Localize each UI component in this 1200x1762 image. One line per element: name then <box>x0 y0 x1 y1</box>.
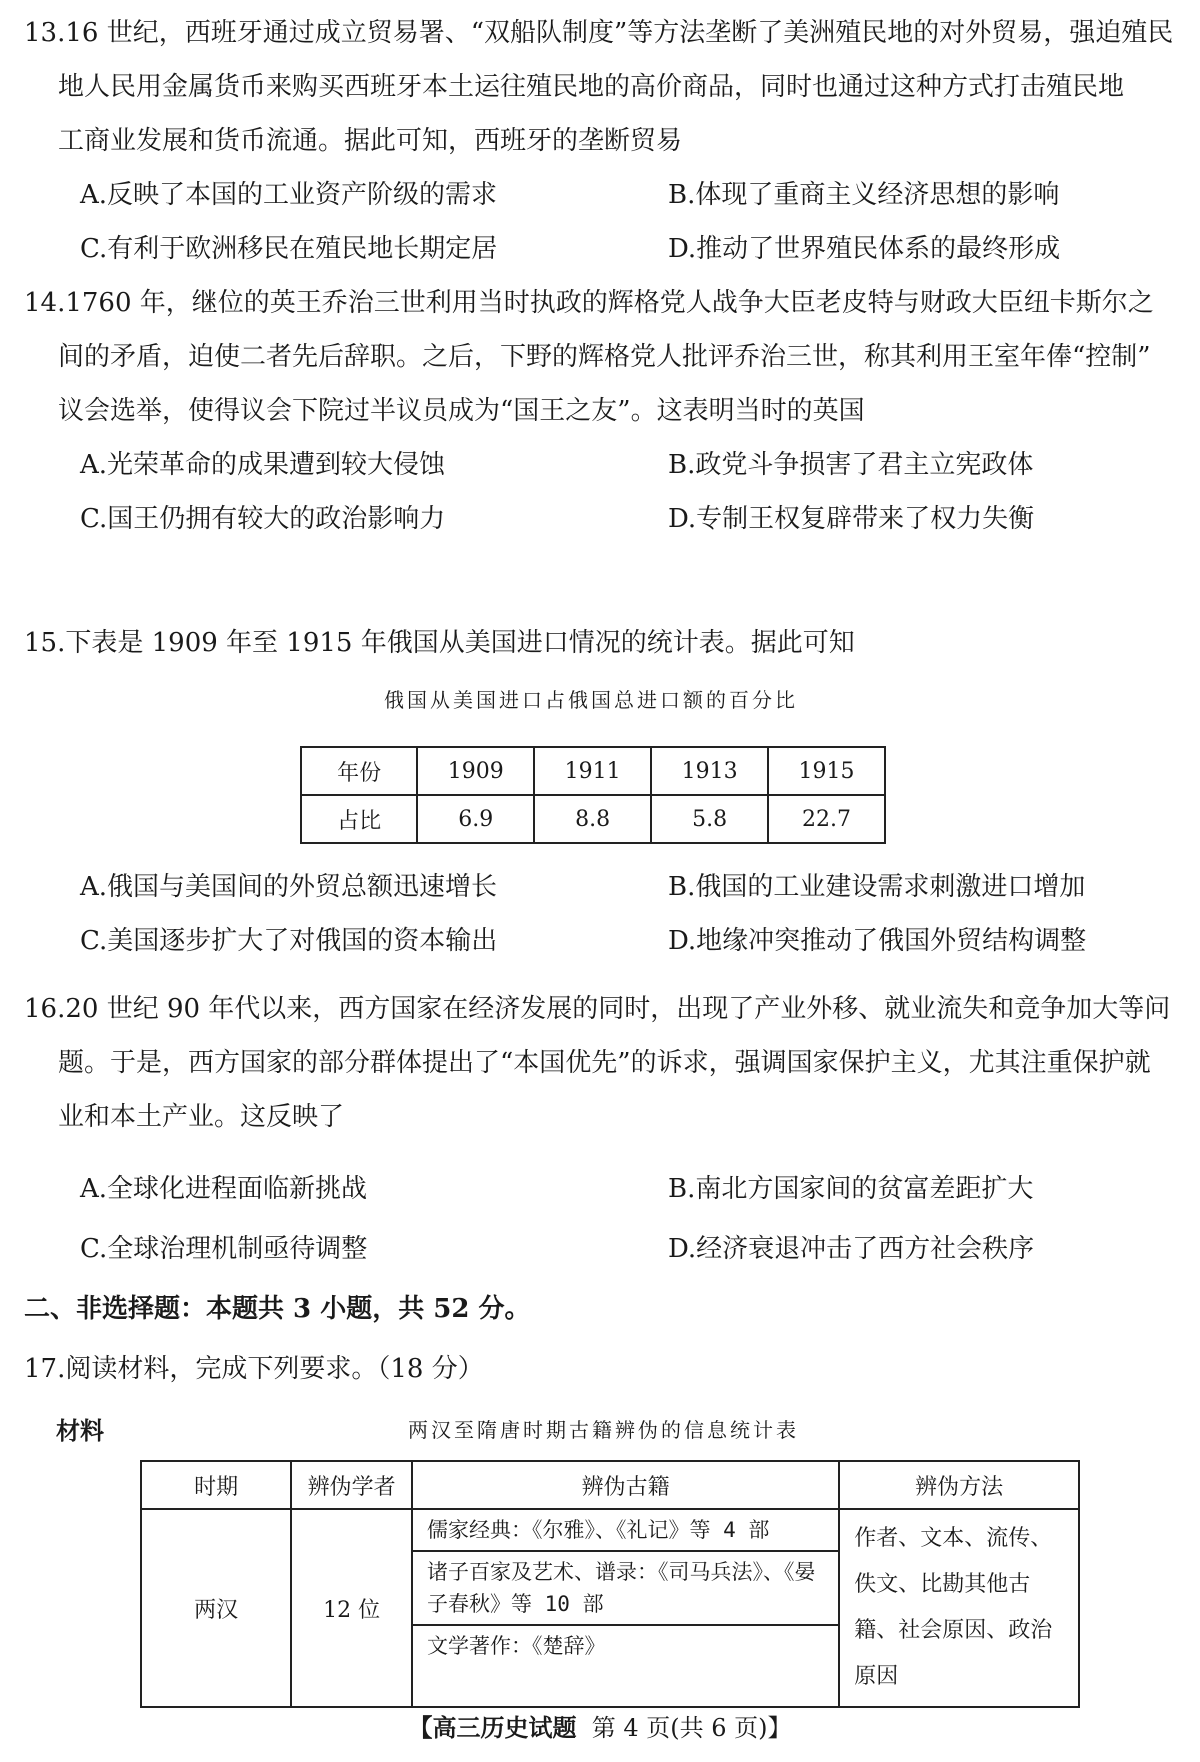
q17-data-table <box>140 1460 1080 1708</box>
page-footer <box>0 1712 1200 1744</box>
share-cell: 8.8 <box>534 795 651 843</box>
book-entry: 儒家经典：《尔雅》、《礼记》等 4 部 <box>413 1510 838 1552</box>
q14-line-3: 议会选举，使得议会下院过半议员成为“国王之友”。这表明当时的英国 <box>58 396 865 426</box>
book-entry: 诸子百家及艺术、谱录：《司马兵法》、《晏子春秋》等 10 部 <box>413 1552 838 1626</box>
table-row <box>301 747 885 795</box>
q15-line-1: 15.下表是 1909 年至 1915 年俄国从美国进口情况的统计表。据此可知 <box>24 628 855 658</box>
row-header-share: 占比 <box>301 795 417 843</box>
book-entry: 文学著作：《楚辞》 <box>427 1634 606 1658</box>
q15-option-d: D.地缘冲突推动了俄国外贸结构调整 <box>668 926 1087 956</box>
q14-line-1: 14.1760 年，继位的英王乔治三世利用当时执政的辉格党人战争大臣老皮特与财政大臣纽卡斯尔之 <box>24 288 1154 318</box>
q14-option-b: B.政党斗争损害了君主立宪政体 <box>668 450 1034 480</box>
q15-option-c: C.美国逐步扩大了对俄国的资本输出 <box>80 926 498 956</box>
header-scholars: 辨伪学者 <box>291 1461 412 1509</box>
q16-line-3: 业和本土产业。这反映了 <box>58 1102 345 1132</box>
year-cell: 1915 <box>768 747 885 795</box>
books-cell <box>412 1509 839 1707</box>
q14-option-a: A.光荣革命的成果遭到较大侵蚀 <box>80 450 446 480</box>
q14-line-2: 间的矛盾，迫使二者先后辞职。之后，下野的辉格党人批评乔治三世，称其利用王室年俸“控制” <box>58 342 1151 372</box>
q15-table-caption: 俄国从美国进口占俄国总进口额的百分比 <box>384 688 798 712</box>
q15-option-b: B.俄国的工业建设需求刺激进口增加 <box>668 872 1086 902</box>
q15-data-table <box>300 746 886 844</box>
period-cell: 两汉 <box>141 1509 291 1707</box>
q13-option-d: D.推动了世界殖民体系的最终形成 <box>668 234 1061 264</box>
footer-title: 【高三历史试题 <box>408 1713 577 1742</box>
q16-line-1: 16.20 世纪 90 年代以来，西方国家在经济发展的同时，出现了产业外移、就业流失和竞争加大等问 <box>24 994 1171 1024</box>
q16-option-d: D.经济衰退冲击了西方社会秩序 <box>668 1234 1035 1264</box>
table-row <box>301 795 885 843</box>
q16-option-c: C.全球治理机制亟待调整 <box>80 1234 368 1264</box>
footer-page-number: 第 4 页(共 6 页)】 <box>591 1714 792 1742</box>
share-cell: 22.7 <box>768 795 885 843</box>
header-methods: 辨伪方法 <box>839 1461 1079 1509</box>
header-books: 辨伪古籍 <box>412 1461 839 1509</box>
table-header-row <box>141 1461 1079 1509</box>
q13-option-b: B.体现了重商主义经济思想的影响 <box>668 180 1060 210</box>
material-label: 材料 <box>56 1416 104 1445</box>
table-row <box>141 1509 1079 1707</box>
q13-line-1: 13.16 世纪，西班牙通过成立贸易署、“双船队制度”等方法垄断了美洲殖民地的对外贸易，强迫殖民 <box>24 18 1174 48</box>
q17-table-caption: 两汉至隋唐时期古籍辨伪的信息统计表 <box>408 1418 799 1442</box>
header-period: 时期 <box>141 1461 291 1509</box>
scholars-cell: 12 位 <box>291 1509 412 1707</box>
section-heading: 二、非选择题：本题共 3 小题，共 52 分。 <box>24 1294 531 1324</box>
q13-option-a: A.反映了本国的工业资产阶级的需求 <box>80 180 498 210</box>
year-cell: 1909 <box>417 747 534 795</box>
q15-option-a: A.俄国与美国间的外贸总额迅速增长 <box>80 872 498 902</box>
q13-line-2: 地人民用金属货币来购买西班牙本土运往殖民地的高价商品，同时也通过这种方式打击殖民地 <box>58 72 1125 102</box>
methods-cell: 作者、文本、流传、佚文、比勘其他古籍、社会原因、政治原因 <box>839 1509 1079 1707</box>
year-cell: 1911 <box>534 747 651 795</box>
share-cell: 5.8 <box>651 795 768 843</box>
q14-option-d: D.专制王权复辟带来了权力失衡 <box>668 504 1035 534</box>
q13-option-c: C.有利于欧洲移民在殖民地长期定居 <box>80 234 498 264</box>
q16-option-b: B.南北方国家间的贫富差距扩大 <box>668 1174 1034 1204</box>
year-cell: 1913 <box>651 747 768 795</box>
q16-option-a: A.全球化进程面临新挑战 <box>80 1174 368 1204</box>
q17-intro: 17.阅读材料，完成下列要求。（18 分） <box>24 1354 484 1384</box>
q16-line-2: 题。于是，西方国家的部分群体提出了“本国优先”的诉求，强调国家保护主义，尤其注重保护就 <box>58 1048 1151 1078</box>
row-header-year: 年份 <box>301 747 417 795</box>
q14-option-c: C.国王仍拥有较大的政治影响力 <box>80 504 446 534</box>
share-cell: 6.9 <box>417 795 534 843</box>
q13-line-3: 工商业发展和货币流通。据此可知，西班牙的垄断贸易 <box>58 126 683 156</box>
